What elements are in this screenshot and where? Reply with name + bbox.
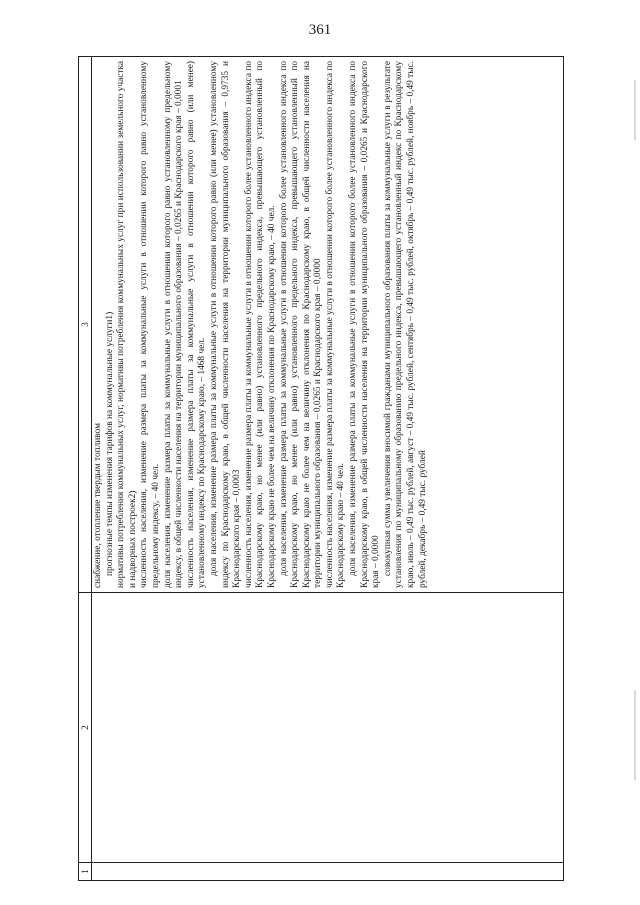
table-paragraph: численность населения, изменение размера платы за коммунальные услуги в отношении которого более установленного индекса по Краснодарскому краю, но менее (или равно) установленного предельного индекса, превышающего установленный по Краснодарскому краю не более чем на величину отклонения по Краснодарскому краю, – 40 чел. — [243, 61, 277, 588]
column-2-cell — [92, 592, 563, 862]
page-number: 361 — [308, 22, 332, 38]
table-paragraph: доля населения, изменение размера платы за коммунальные услуги в отношении которого более установленного индекса по Краснодарскому краю, но менее (или равно) установленного предельного индекса, превышающего установленный по Краснодарскому краю не более чем на величину отклонения по Краснодарскому краю, в общей численности населения на территории муниципального образования – 0,0265 и Краснодарского края – 0,0000 — [278, 61, 324, 588]
scan-edge-mark — [634, 80, 636, 140]
data-table — [78, 56, 564, 881]
table-paragraph: численность населения, изменение размера платы за коммунальные услуги в отношении которого более установленного индекса по Краснодарскому краю – 40 чел. — [324, 61, 347, 588]
table-row — [92, 57, 563, 880]
table-paragraph: численность населения, изменение размера платы за коммунальные услуги в отношении которого равно установленному предельному индексу, – 40 чел. — [139, 61, 161, 588]
column-3-header: 3 — [80, 322, 90, 327]
table-paragraph: нормативы потребления коммунальных услуг, нормативы потребления коммунальных услуг при использовании земельного участка и надворных построек2) — [116, 61, 138, 588]
table-paragraph: доля населения, изменение размера платы за коммунальные услуги в отношении которого более установленного индекса по Краснодарскому краю, в общей численности населения на территории муниципального образования – 0,0265 и Краснодарского края – 0,0000 — [348, 61, 382, 588]
scan-edge-mark — [634, 690, 636, 780]
table-paragraph: снабжение, отопление твердым топливом — [93, 422, 103, 588]
table-paragraph: прогнозные темпы изменения тарифов на коммунальные услуги1) — [104, 311, 115, 576]
table-paragraph: численность населения, изменение размера платы за коммунальные услуги в отношении которого равно (или менее) установленному индексу по Краснодарскому краю, – 1468 чел. — [185, 61, 208, 588]
column-3-cell — [92, 57, 563, 592]
column-1-cell — [92, 862, 563, 880]
table-header-row — [79, 57, 92, 880]
rotated-table — [78, 56, 564, 881]
column-1-header: 1 — [79, 862, 91, 880]
table-paragraph: доля населения, изменение размера платы за коммунальные услуги в отношении которого равно установленному предельному индексу, в общей численности населения на территории муниципального образования – 0,0265 и Краснодарского края – 0,0001 — [162, 61, 185, 588]
table-paragraph: доля населения, изменение размера платы за коммунальные услуги в отношении которого равно (или менее) установленному индексу по Краснодарскому краю, в общей численности населения на территории муниципального образования – 0,9735 и Краснодарского края – 0,0003 — [208, 61, 243, 588]
column-2-header: 2 — [79, 592, 91, 862]
table-paragraph: совокупная сумма увеличения вносимой гражданами муниципального образования платы за коммунальные услуги в результате установления по муниципальному образованию предельного индекса, превышающего установленный индекс по Краснодарскому краю, июль – 0,49 тыс. рублей, август – 0,49 тыс. рублей, сентябрь – 0,49 тыс. рублей, октябрь – 0,49 тыс. рублей, ноябрь – 0,49 тыс. рублей, декабрь – 0,49 тыс. рублей — [382, 61, 428, 588]
